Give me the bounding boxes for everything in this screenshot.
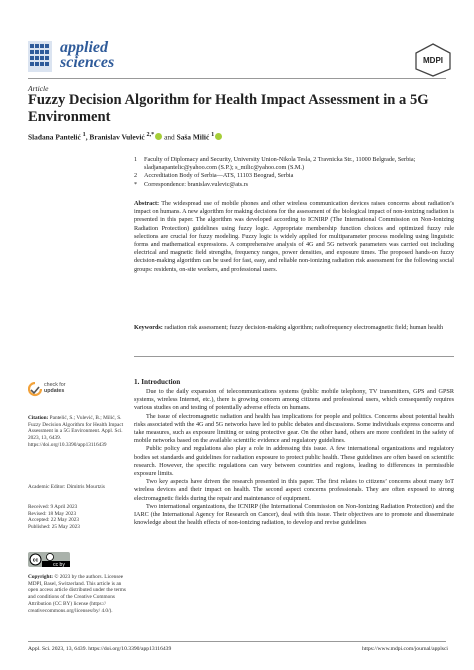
- check-updates-icon: [28, 382, 42, 400]
- publisher-label: MDPI: [423, 56, 443, 65]
- citation-label: Citation:: [28, 415, 49, 421]
- check-updates-label: [44, 382, 66, 394]
- section-heading: 1. Introduction: [134, 378, 181, 386]
- journal-name-line1: applied: [60, 39, 108, 56]
- cc-license-badge[interactable]: [28, 552, 70, 567]
- author-name: Slađana Pantelić: [28, 132, 81, 142]
- paper-title: Fuzzy Decision Algorithm for Health Impact Assessment in a 5G Environment: [28, 92, 429, 125]
- date-line: Received: 9 April 2023: [28, 504, 78, 510]
- affiliations: [134, 156, 454, 189]
- footer-journal-link[interactable]: https://www.mdpi.com/journal/applsci: [361, 646, 448, 652]
- abstract-text: The widespread use of mobile phones and other wireless communication devices raises concerns about radiation’s impact on humans. A new algorithm for making decisions for the assessment of the biological impact of non-ionizing radiation is presented in this paper. The algorithm was developed according to ICNIRP (The International Commission on Non-Ionizing Radiation Protection) guidelines using fuzzy logic. Appropriate membership function choices and optimized fuzzy rule selections are crucial for fuzzy modeling. Fuzzy logic is widely applied for multiparameter process modeling using linguistic forms and mathematical expressions. A comprehensive analysis of 4G and 5G network parameters was carried out including electrical and magnetic field strengths, frequency ranges, power densities, and exposure times. The proposed hands-on fuzzy decision-making algorithm can be used for fast, easy, and reliable non-ionizing radiation risk assessment for the following social groups: residents, on-site workers, and professional users.: [134, 200, 454, 273]
- author-sup: 2,*: [146, 132, 155, 138]
- keywords-text: radiation risk assessment; fuzzy decision-making algorithm; radiofrequency electromagnetic field; human health: [164, 324, 444, 331]
- academic-editor: Academic Editor: Dimitris Mourtzis: [28, 484, 105, 490]
- author-sup: 1: [211, 132, 215, 138]
- check-updates-line2: updates: [44, 388, 65, 395]
- affiliation-mark: 1: [134, 156, 138, 163]
- journal-name: [60, 40, 114, 70]
- mdpi-logo-icon: [414, 43, 452, 77]
- orcid-icon[interactable]: [215, 133, 222, 140]
- date-line: Revised: 18 May 2023: [28, 510, 77, 517]
- authors-and: and: [164, 132, 175, 142]
- affiliation-item: [134, 172, 454, 180]
- author-sup: 1: [82, 132, 86, 138]
- section-rule: [134, 356, 454, 357]
- footer-citation-link[interactable]: Appl. Sci. 2023, 13, 6439. https://doi.org/10.3390/app13116439: [28, 646, 172, 652]
- svg-text:cc: cc: [32, 557, 39, 564]
- keywords-label: Keywords:: [134, 324, 163, 331]
- keywords: [134, 324, 454, 332]
- citation-block: [28, 415, 126, 449]
- date-line: Accepted: 22 May 2023: [28, 517, 80, 524]
- paragraph: The issue of electromagnetic radiation and health has implications for people and politics. Concerns about potential health risks associated with the 4G and 5G networks have led to public debates and discussions. Some individuals express concerns and take measures, such as exposure limiting or using protective gear. On the other hand, others are more confident in the safety of mobile networks based on the available scientific evidence and regulatory guidelines.: [134, 412, 454, 445]
- author-name: Branislav Vulević: [89, 132, 145, 142]
- affiliation-mark: *: [134, 180, 138, 188]
- body-text: [134, 388, 454, 527]
- article-type: Article: [28, 84, 49, 93]
- date-line: Published: 25 May 2023: [28, 524, 80, 531]
- author-name: Saša Milić: [176, 132, 210, 142]
- copyright-block: [28, 574, 126, 614]
- header-rule: [28, 78, 446, 79]
- citation-text: Pantelić, S.; Vulević, B.; Milić, S. Fuzzy Decision Algorithm for Health Impact Assessment in a 5G Environment. Appl. Sci. 2023, 13, 6439. https://doi.org/10.3390/app13116439: [28, 415, 124, 448]
- dates-block: [28, 504, 126, 531]
- paragraph: Two key aspects have driven the research presented in this paper. The first relates to citizens’ concerns about many IoT wireless devices and their impact on health. The second aspect concerns professionals. They are often exposed to strong electromagnetic fields during the repair and maintenance of equipment.: [134, 478, 454, 502]
- orcid-icon[interactable]: [155, 133, 162, 140]
- footer-rule: [28, 641, 446, 642]
- footer: [28, 646, 448, 652]
- abstract: [134, 200, 454, 274]
- journal-logo-icon: [28, 41, 52, 72]
- affiliation-text: Faculty of Diplomacy and Security, University Union-Nikola Tesla, 2 Travnicka Str., 11000 Belgrade, Serbia; sladjanapantelic@yahoo.com (S.P.); s_milic@yahoo.com (S.M.): [144, 156, 416, 172]
- affiliation-item: [134, 156, 454, 172]
- affiliation-text: Correspondence: branislav.vulevic@ats.rs: [144, 180, 249, 188]
- journal-name-line2: sciences: [60, 54, 115, 71]
- copyright-text: © 2023 by the authors. Licensee MDPI, Basel, Switzerland. This article is an open access article distributed under the terms and conditions of the Creative Commons Attribution (CC BY) license (https:// creativecommons.org/licenses/by/ 4.0/).: [28, 574, 126, 614]
- author-list: Slađana Pantelić $^1$, Branislav Vulević $^{2,*}$ and Saša Milić $^1$: [28, 132, 222, 141]
- paragraph: Public policy and regulations also play a role in addressing this issue. A few international organizations and regulatory bodies set standards and guidelines for radiation exposure to protect public health. These guidelines are often based on scientific research. However, the specific regulations can vary between countries and regions, leading to differences in permissible exposure limits.: [134, 445, 454, 478]
- abstract-label: Abstract:: [134, 200, 160, 207]
- license-badge-text: cc by: [53, 562, 65, 567]
- affiliation-text: Accreditation Body of Serbia—ATS, 11103 Beograd, Serbia: [144, 172, 294, 180]
- paragraph: Two international organizations, the ICNIRP (the International Commission on Non-Ionizing Radiation Protection) and the IARC (the International Agency for Research on Cancer), deal with this issue. Their objectives are to promote and disseminate knowledge about the health effects of non-ionizing radiation, to develop and revise guidelines: [134, 502, 454, 527]
- check-updates-line1: check for: [44, 382, 66, 388]
- paragraph: Due to the daily expansion of telecommunications systems (public mobile telephony, TV transmitters, GPS and GPSR systems, wireless Internet, etc.), there is growing concern among citizens and professional users, which consequently requires various studies on and testing of potentially adverse effects on humans.: [134, 388, 454, 412]
- affiliation-mark: 2: [134, 172, 138, 180]
- copyright-label: Copyright:: [28, 574, 54, 580]
- affiliation-item: [134, 181, 454, 189]
